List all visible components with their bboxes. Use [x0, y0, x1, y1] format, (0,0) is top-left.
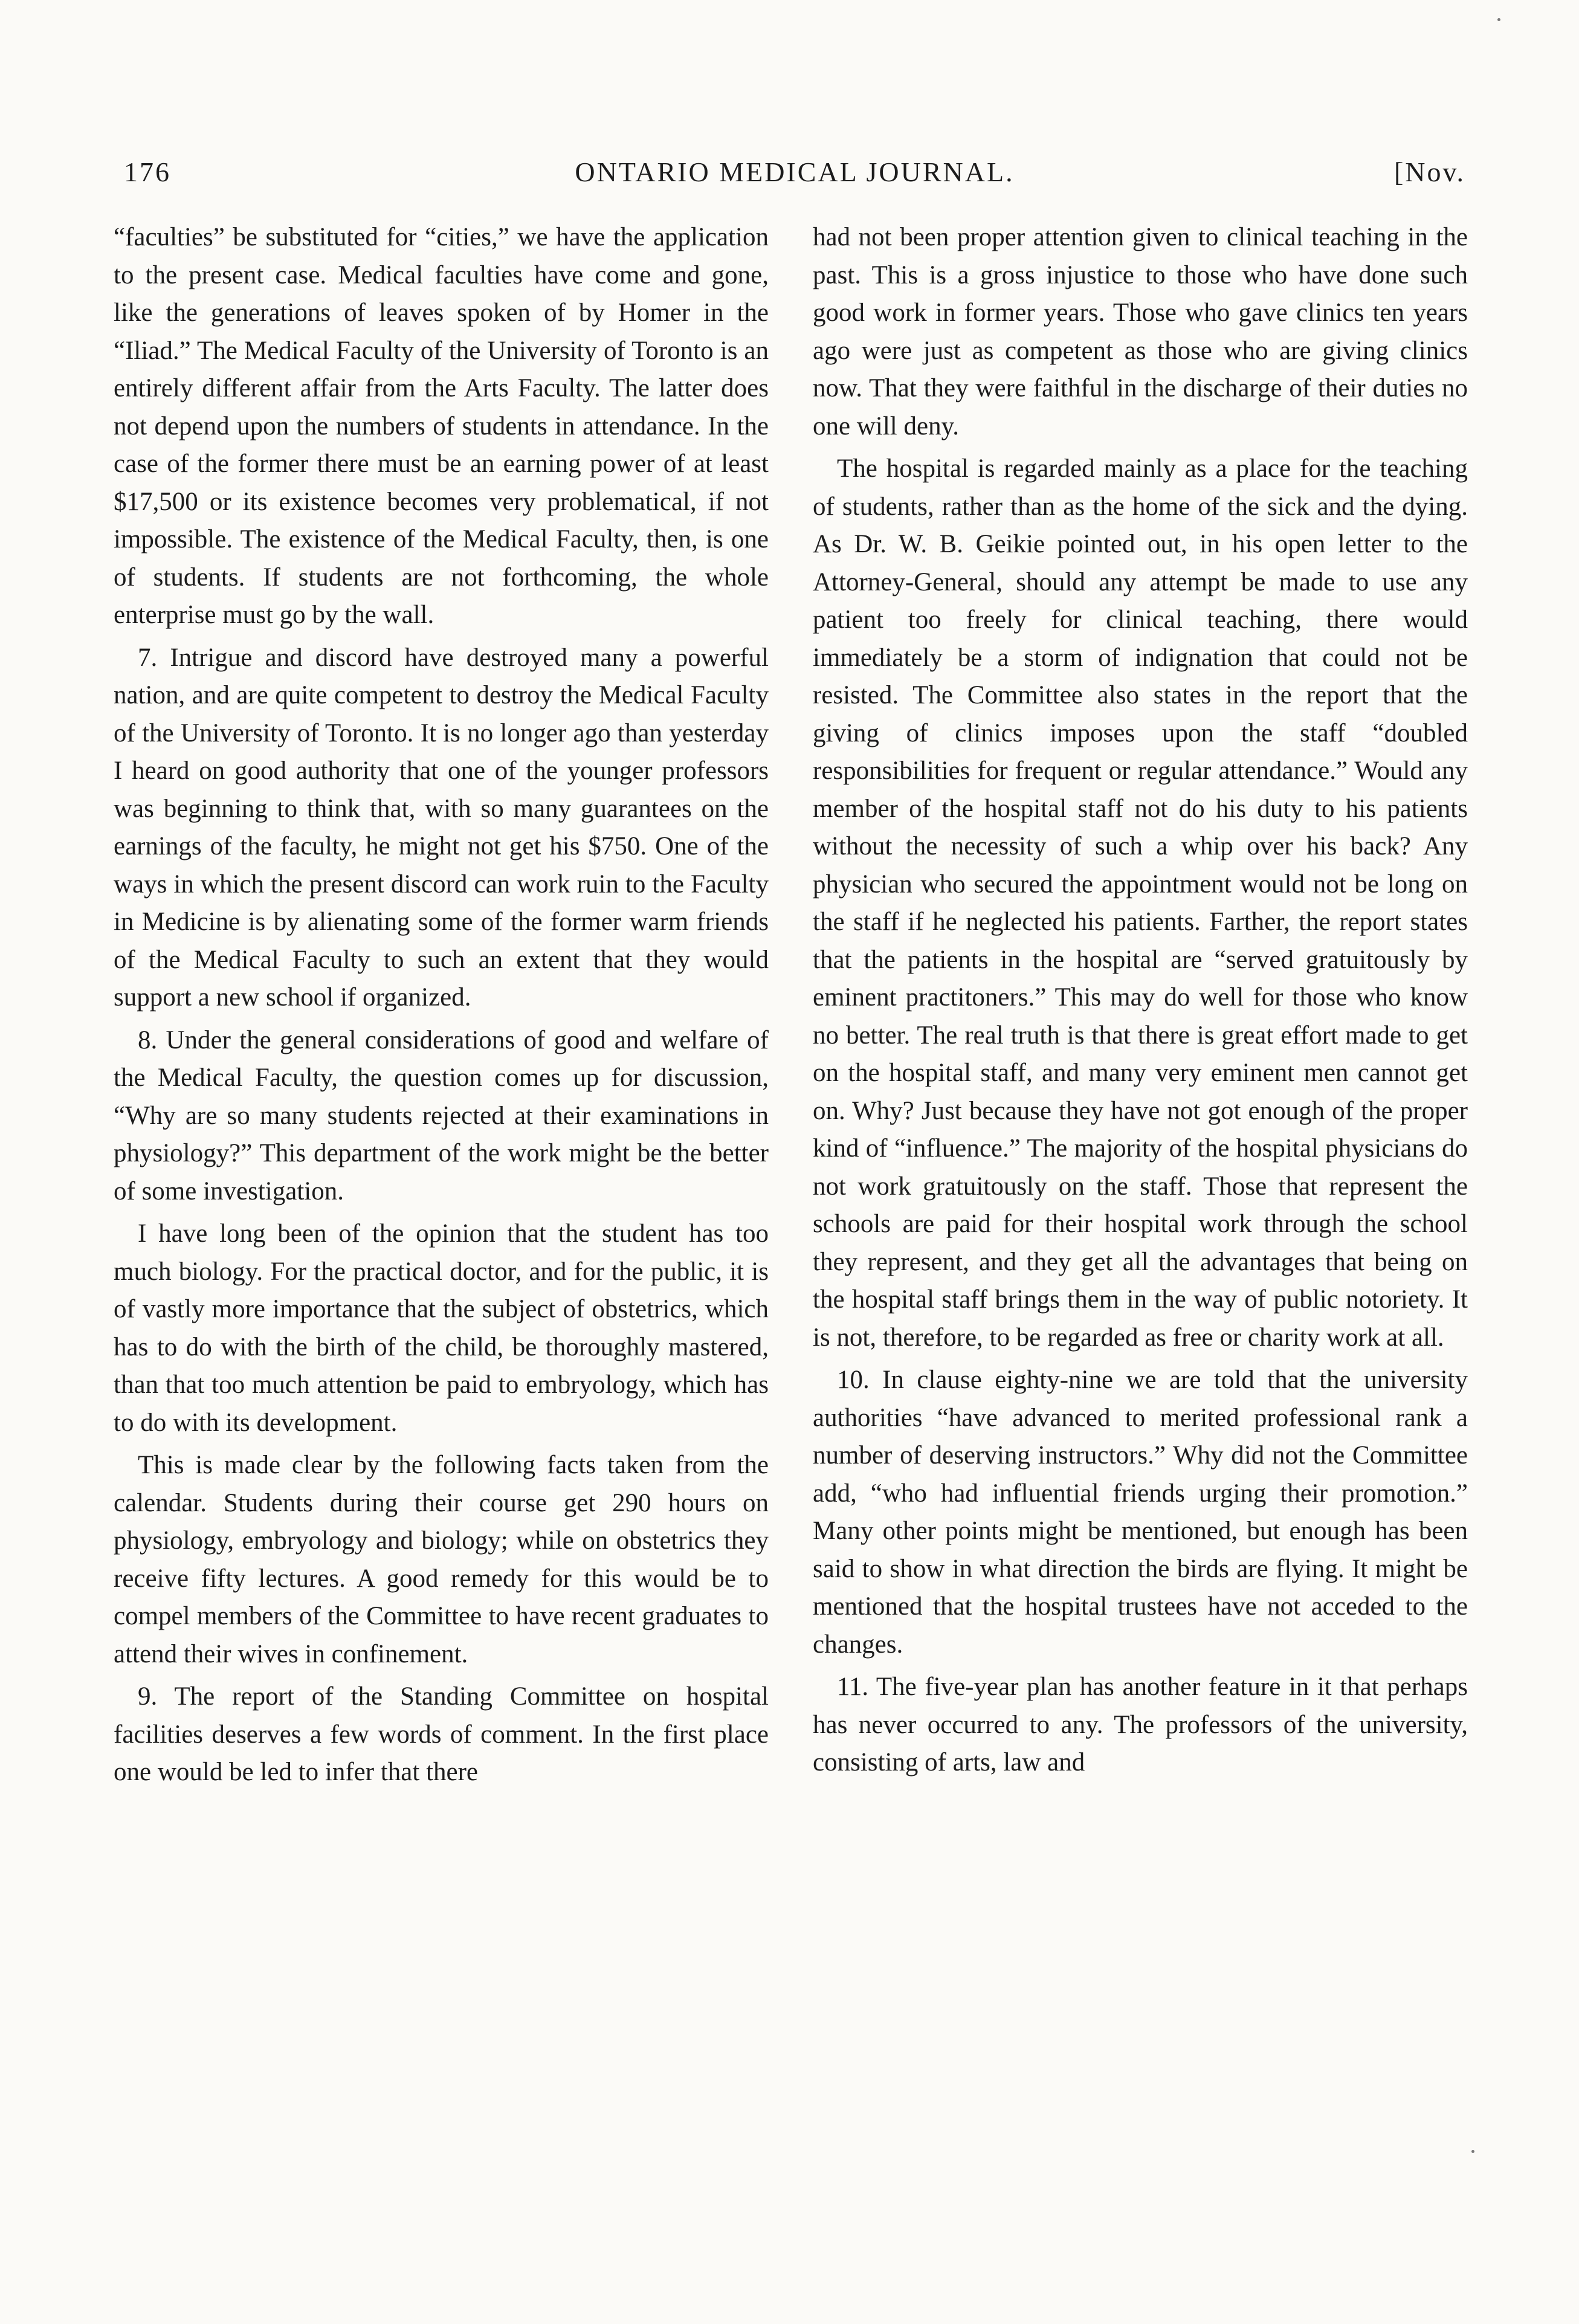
- scan-speck: [1497, 18, 1500, 21]
- right-column: [813, 219, 1468, 1782]
- issue-month: [Nov.: [1393, 157, 1465, 187]
- running-header: [124, 156, 1465, 204]
- paragraph: had not been proper attention given to clinical teaching in the past. This is a gross injustice to those who have done such good work in former years. Those who gave clinics ten years ago were just as competent as those who are giving clinics now. That they were faithful in the discharge of their duties no one will deny.: [813, 223, 1468, 441]
- journal-title: ONTARIO MEDICAL JOURNAL.: [575, 157, 1015, 187]
- left-column: [114, 219, 769, 1792]
- paragraph: 10. In clause eighty-nine we are told that the university authorities “have advanced to merited professional rank a number of deserving instructors.” Why did not the Committee add, “who had influential friends urging their promotion.” Many other points might be mentioned, but enough has been said to show in what direction the birds are flying. It might be mentioned that the hospital trustees have not acceded to the changes.: [813, 1366, 1468, 1659]
- paragraph: 9. The report of the Standing Committee on hospital facilities deserves a few words of comment. In the first place one would be led to infer that there: [114, 1682, 769, 1786]
- scan-speck: [1471, 2150, 1474, 2153]
- paragraph: 8. Under the general considerations of good and welfare of the Medical Faculty, the question comes up for discussion, “Why are so many students rejected at their examinations in physiology?” This department of the work might be the better of some investigation.: [114, 1025, 769, 1206]
- paragraph: 7. Intrigue and discord have destroyed many a powerful nation, and are quite competent to destroy the Medical Faculty of the University of Toronto. It is no longer ago than yesterday I heard on good authority that one of the younger professors was beginning to think that, with so many guarantees on the earnings of the faculty, he might not get his $750. One of the ways in which the present discord can work ruin to the Faculty in Medicine is by alienating some of the former warm friends of the Medical Faculty to such an extent that they would support a new school if organized.: [114, 643, 769, 1012]
- paragraph: This is made clear by the following facts taken from the calendar. Students during their course get 290 hours on physiology, embryology and biology; while on obstetrics they receive fifty lectures. A good remedy for this would be to compel members of the Committee to have recent graduates to attend their wives in confinement.: [114, 1451, 769, 1668]
- paragraph: 11. The five-year plan has another feature in it that perhaps has never occurred to any. The professors of the university, consisting of arts, law and: [813, 1673, 1468, 1777]
- page-number: 176: [124, 157, 171, 187]
- paragraph: “faculties” be substituted for “cities,” we have the application to the present case. Medical faculties have come and gone, like the generations of leaves spoken of by Homer in the “Iliad.” The Medical Faculty of the University of Toronto is an entirely different affair from the Arts Faculty. The latter does not depend upon the numbers of students in attendance. In the case of the former there must be an earning power of at least $17,500 or its existence becomes very problematical, if not impossible. The existence of the Medical Faculty, then, is one of students. If students are not forthcoming, the whole enterprise must go by the wall.: [114, 223, 769, 629]
- paragraph: I have long been of the opinion that the student has too much biology. For the practical doctor, and for the public, it is of vastly more importance that the subject of obstetrics, which has to do with the birth of the child, be thoroughly mastered, than that too much attention be paid to embryology, which has to do with its development.: [114, 1219, 769, 1437]
- paragraph: The hospital is regarded mainly as a place for the teaching of students, rather than as the home of the sick and the dying. As Dr. W. B. Geikie pointed out, in his open letter to the Attorney-General, should any attempt be made to use any patient too freely for clinical teaching, there would immediately be a storm of indignation that could not be resisted. The Committee also states in the report that the giving of clinics imposes upon the staff “doubled responsibilities for frequent or regular attendance.” Would any member of the hospital staff not do his duty to his patients without the necessity of such a whip over his back? Any physician who secured the appointment would not be long on the staff if he neglected his patients. Farther, the report states that the patients in the hospital are “served gratuitously by eminent practitoners.” This may do well for those who know no better. The real truth is that there is great effort made to get on the hospital staff, and many very eminent men cannot get on. Why? Just because they have not got enough of the proper kind of “influence.” The majority of the hospital physicians do not work gratuitously on the staff. Those that represent the schools are paid for their hospital work through the school they represent, and they get all the advantages that being on the hospital staff brings them in the way of public notoriety. It is not, therefore, to be regarded as free or charity work at all.: [813, 454, 1468, 1352]
